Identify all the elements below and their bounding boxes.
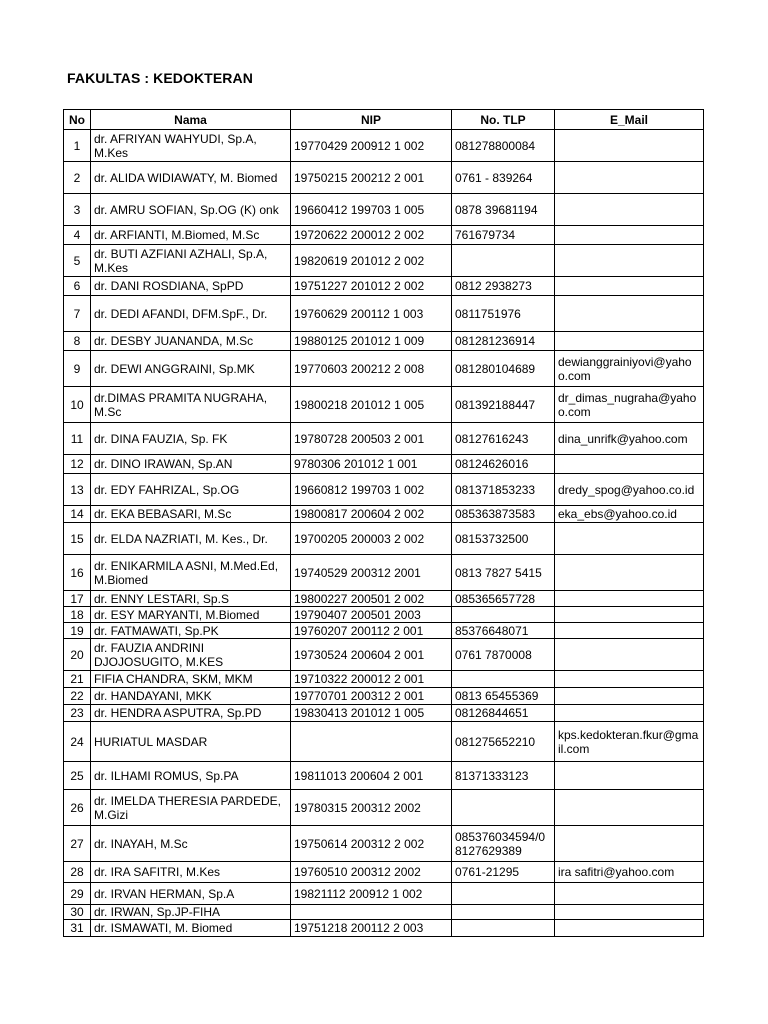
staff-name: dr. AFRIYAN WAHYUDI, Sp.A, M.Kes	[91, 130, 291, 162]
staff-email	[555, 555, 704, 591]
table-row	[64, 862, 704, 883]
staff-nip: 19760207 200112 2 001	[291, 623, 452, 639]
staff-name: dr. IRWAN, Sp.JP-FIHA	[91, 905, 291, 920]
staff-phone: 0812 2938273	[452, 277, 555, 296]
row-number: 7	[64, 296, 91, 332]
staff-name: dr. IRA SAFITRI, M.Kes	[91, 862, 291, 883]
table-row	[64, 296, 704, 332]
table-row	[64, 277, 704, 296]
staff-nip	[291, 722, 452, 762]
row-number: 4	[64, 226, 91, 245]
table-row	[64, 623, 704, 639]
staff-phone: 85376648071	[452, 623, 555, 639]
table-row	[64, 905, 704, 920]
staff-phone: 81371333123	[452, 762, 555, 790]
staff-nip: 19811013 200604 2 001	[291, 762, 452, 790]
table-row	[64, 506, 704, 523]
staff-nip: 19760629 200112 1 003	[291, 296, 452, 332]
staff-phone: 085376034594/08127629389	[452, 826, 555, 862]
row-number: 10	[64, 387, 91, 423]
staff-name: dr. FATMAWATI, Sp.PK	[91, 623, 291, 639]
staff-nip: 19770429 200912 1 002	[291, 130, 452, 162]
row-number: 28	[64, 862, 91, 883]
header-tlp: No. TLP	[452, 110, 555, 130]
row-number: 17	[64, 591, 91, 607]
staff-nip: 19660812 199703 1 002	[291, 474, 452, 506]
table-row	[64, 826, 704, 862]
row-number: 6	[64, 277, 91, 296]
table-row	[64, 226, 704, 245]
table-row	[64, 883, 704, 905]
staff-email	[555, 705, 704, 722]
staff-email	[555, 639, 704, 671]
table-row	[64, 474, 704, 506]
staff-email: eka_ebs@yahoo.co.id	[555, 506, 704, 523]
staff-nip: 19660412 199703 1 005	[291, 194, 452, 226]
staff-phone: 0761 7870008	[452, 639, 555, 671]
staff-email	[555, 790, 704, 826]
staff-name: dr. ESY MARYANTI, M.Biomed	[91, 607, 291, 623]
staff-phone	[452, 790, 555, 826]
staff-email	[555, 920, 704, 937]
staff-phone: 081280104689	[452, 351, 555, 387]
staff-nip: 19730524 200604 2 001	[291, 639, 452, 671]
staff-email	[555, 623, 704, 639]
table-row	[64, 762, 704, 790]
staff-phone: 081371853233	[452, 474, 555, 506]
staff-email	[555, 296, 704, 332]
staff-phone: 0813 65455369	[452, 688, 555, 705]
table-row	[64, 245, 704, 277]
staff-name: dr. DANI ROSDIANA, SpPD	[91, 277, 291, 296]
staff-nip: 19800817 200604 2 002	[291, 506, 452, 523]
staff-name: dr. EDY FAHRIZAL, Sp.OG	[91, 474, 291, 506]
header-email: E_Mail	[555, 110, 704, 130]
table-row	[64, 688, 704, 705]
staff-name: HURIATUL MASDAR	[91, 722, 291, 762]
staff-nip: 19760510 200312 2002	[291, 862, 452, 883]
row-number: 3	[64, 194, 91, 226]
staff-name: dr. ENNY LESTARI, Sp.S	[91, 591, 291, 607]
staff-name: dr. BUTI AZFIANI AZHALI, Sp.A, M.Kes	[91, 245, 291, 277]
staff-nip: 19770603 200212 2 008	[291, 351, 452, 387]
staff-name: dr. ISMAWATI, M. Biomed	[91, 920, 291, 937]
staff-email	[555, 162, 704, 194]
staff-name: dr. DEDI AFANDI, DFM.SpF., Dr.	[91, 296, 291, 332]
table-row	[64, 162, 704, 194]
staff-name: dr. IRVAN HERMAN, Sp.A	[91, 883, 291, 905]
table-row	[64, 523, 704, 555]
table-row	[64, 332, 704, 351]
staff-phone: 08124626016	[452, 455, 555, 474]
staff-name: dr. DEWI ANGGRAINI, Sp.MK	[91, 351, 291, 387]
row-number: 1	[64, 130, 91, 162]
table-row	[64, 555, 704, 591]
table-row	[64, 130, 704, 162]
table-row	[64, 705, 704, 722]
row-number: 29	[64, 883, 91, 905]
staff-email	[555, 671, 704, 688]
row-number: 25	[64, 762, 91, 790]
table-row	[64, 920, 704, 937]
row-number: 18	[64, 607, 91, 623]
staff-name: dr. ILHAMI ROMUS, Sp.PA	[91, 762, 291, 790]
table-header-row	[64, 110, 704, 130]
row-number: 19	[64, 623, 91, 639]
table-row	[64, 639, 704, 671]
staff-name: dr. EKA BEBASARI, M.Sc	[91, 506, 291, 523]
staff-phone: 0813 7827 5415	[452, 555, 555, 591]
staff-email: dredy_spog@yahoo.co.id	[555, 474, 704, 506]
staff-nip: 19830413 201012 1 005	[291, 705, 452, 722]
staff-email	[555, 905, 704, 920]
staff-phone	[452, 920, 555, 937]
staff-name: dr. DINO IRAWAN, Sp.AN	[91, 455, 291, 474]
staff-nip: 19820619 201012 2 002	[291, 245, 452, 277]
header-nip: NIP	[291, 110, 452, 130]
staff-name: dr. AMRU SOFIAN, Sp.OG (K) onk	[91, 194, 291, 226]
staff-nip: 19800227 200501 2 002	[291, 591, 452, 607]
staff-phone	[452, 671, 555, 688]
staff-name: dr. ARFIANTI, M.Biomed, M.Sc	[91, 226, 291, 245]
staff-phone: 08153732500	[452, 523, 555, 555]
staff-nip: 19800218 201012 1 005	[291, 387, 452, 423]
staff-email	[555, 226, 704, 245]
staff-email	[555, 607, 704, 623]
staff-nip: 9780306 201012 1 001	[291, 455, 452, 474]
row-number: 12	[64, 455, 91, 474]
staff-nip: 19751227 201012 2 002	[291, 277, 452, 296]
staff-nip: 19770701 200312 2 001	[291, 688, 452, 705]
staff-email	[555, 762, 704, 790]
staff-name: dr. INAYAH, M.Sc	[91, 826, 291, 862]
staff-phone: 0878 39681194	[452, 194, 555, 226]
staff-phone: 0761-21295	[452, 862, 555, 883]
table-row	[64, 671, 704, 688]
table-row	[64, 387, 704, 423]
staff-email	[555, 277, 704, 296]
staff-name: dr. IMELDA THERESIA PARDEDE, M.Gizi	[91, 790, 291, 826]
staff-email	[555, 591, 704, 607]
staff-nip: 19821112 200912 1 002	[291, 883, 452, 905]
staff-email	[555, 194, 704, 226]
staff-phone: 085365657728	[452, 591, 555, 607]
row-number: 23	[64, 705, 91, 722]
staff-nip: 19751218 200112 2 003	[291, 920, 452, 937]
row-number: 5	[64, 245, 91, 277]
row-number: 31	[64, 920, 91, 937]
staff-email	[555, 826, 704, 862]
staff-email: kps.kedokteran.fkur@gmail.com	[555, 722, 704, 762]
row-number: 2	[64, 162, 91, 194]
staff-nip: 19780728 200503 2 001	[291, 423, 452, 455]
staff-phone: 08127616243	[452, 423, 555, 455]
staff-nip: 19700205 200003 2 002	[291, 523, 452, 555]
staff-email	[555, 455, 704, 474]
staff-nip: 19790407 200501 2003	[291, 607, 452, 623]
staff-nip: 19880125 201012 1 009	[291, 332, 452, 351]
staff-phone: 081275652210	[452, 722, 555, 762]
staff-name: dr. FAUZIA ANDRINI DJOJOSUGITO, M.KES	[91, 639, 291, 671]
staff-nip	[291, 905, 452, 920]
header-no: No	[64, 110, 91, 130]
staff-phone: 085363873583	[452, 506, 555, 523]
staff-phone: 081281236914	[452, 332, 555, 351]
staff-nip: 19720622 200012 2 002	[291, 226, 452, 245]
staff-name: dr. DESBY JUANANDA, M.Sc	[91, 332, 291, 351]
staff-email: ira safitri@yahoo.com	[555, 862, 704, 883]
row-number: 11	[64, 423, 91, 455]
row-number: 16	[64, 555, 91, 591]
row-number: 21	[64, 671, 91, 688]
staff-phone: 0761 - 839264	[452, 162, 555, 194]
staff-name: dr. ELDA NAZRIATI, M. Kes., Dr.	[91, 523, 291, 555]
table-row	[64, 722, 704, 762]
table-row	[64, 607, 704, 623]
row-number: 13	[64, 474, 91, 506]
staff-phone	[452, 883, 555, 905]
staff-phone	[452, 905, 555, 920]
staff-name: dr. ALIDA WIDIAWATY, M. Biomed	[91, 162, 291, 194]
staff-phone: 081278800084	[452, 130, 555, 162]
staff-email	[555, 332, 704, 351]
staff-name: dr.DIMAS PRAMITA NUGRAHA, M.Sc	[91, 387, 291, 423]
staff-email: dr_dimas_nugraha@yahoo.com	[555, 387, 704, 423]
row-number: 22	[64, 688, 91, 705]
row-number: 14	[64, 506, 91, 523]
row-number: 26	[64, 790, 91, 826]
staff-email	[555, 245, 704, 277]
header-nama: Nama	[91, 110, 291, 130]
table-row	[64, 790, 704, 826]
staff-email	[555, 883, 704, 905]
staff-phone: 08126844651	[452, 705, 555, 722]
staff-email: dina_unrifk@yahoo.com	[555, 423, 704, 455]
row-number: 24	[64, 722, 91, 762]
row-number: 30	[64, 905, 91, 920]
row-number: 9	[64, 351, 91, 387]
staff-nip: 19750614 200312 2 002	[291, 826, 452, 862]
table-row	[64, 591, 704, 607]
staff-phone: 0811751976	[452, 296, 555, 332]
staff-email: dewianggrainiyovi@yahoo.com	[555, 351, 704, 387]
row-number: 15	[64, 523, 91, 555]
staff-email	[555, 130, 704, 162]
staff-name: FIFIA CHANDRA, SKM, MKM	[91, 671, 291, 688]
staff-nip: 19750215 200212 2 001	[291, 162, 452, 194]
staff-nip: 19710322 200012 2 001	[291, 671, 452, 688]
page-title: FAKULTAS : KEDOKTERAN	[67, 70, 253, 86]
staff-email	[555, 523, 704, 555]
staff-name: dr. ENIKARMILA ASNI, M.Med.Ed, M.Biomed	[91, 555, 291, 591]
staff-email	[555, 688, 704, 705]
staff-name: dr. HANDAYANI, MKK	[91, 688, 291, 705]
table-row	[64, 455, 704, 474]
staff-phone: 081392188447	[452, 387, 555, 423]
staff-table	[63, 109, 704, 937]
staff-phone	[452, 607, 555, 623]
staff-name: dr. HENDRA ASPUTRA, Sp.PD	[91, 705, 291, 722]
staff-nip: 19740529 200312 2001	[291, 555, 452, 591]
staff-phone: 761679734	[452, 226, 555, 245]
table-row	[64, 351, 704, 387]
row-number: 27	[64, 826, 91, 862]
table-row	[64, 423, 704, 455]
staff-phone	[452, 245, 555, 277]
staff-nip: 19780315 200312 2002	[291, 790, 452, 826]
staff-name: dr. DINA FAUZIA, Sp. FK	[91, 423, 291, 455]
table-row	[64, 194, 704, 226]
row-number: 20	[64, 639, 91, 671]
row-number: 8	[64, 332, 91, 351]
